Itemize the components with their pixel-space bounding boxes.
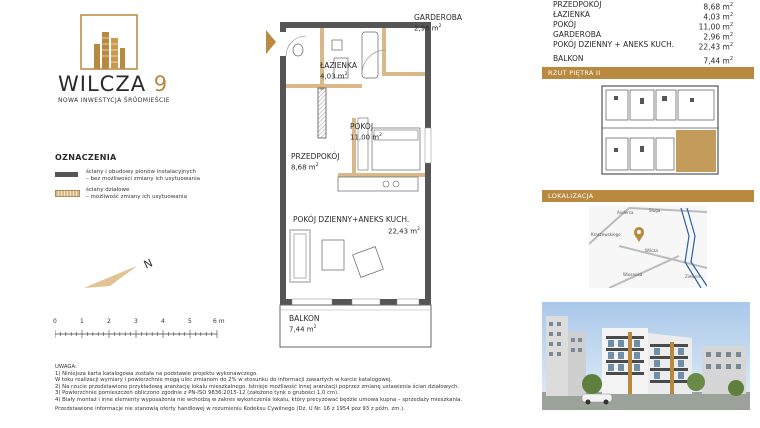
room-dzienny-area-value: 22,43 m xyxy=(388,227,418,236)
legend-item-walls-line1: ściany i obudowy pionów instalacyjnych xyxy=(86,169,197,175)
scale-tick-6: 6 m xyxy=(213,318,225,325)
area-row-value-number: 22,43 m xyxy=(698,42,730,52)
brand-title xyxy=(58,72,168,96)
map-street-label: Wilcza xyxy=(645,248,658,253)
map-street-label: Andersa xyxy=(617,210,634,215)
room-dzienny-name: POKÓJ DZIENNY+ANEKS KUCH. xyxy=(293,215,410,224)
area-row-label: POKÓJ DZIENNY + ANEKS KUCH. xyxy=(553,40,675,49)
area-row xyxy=(553,10,733,20)
map-street-label: Zielona xyxy=(685,274,700,279)
map-street-label: Sługa xyxy=(649,208,661,213)
area-row-value-unit: 2 xyxy=(729,2,733,8)
scale-tick-3: 3 xyxy=(134,318,138,325)
area-row-value xyxy=(699,20,733,30)
area-row-value xyxy=(703,54,733,64)
note-line: UWAGA: xyxy=(55,364,77,370)
room-przedpokoj-name: PRZEDPOKÓJ xyxy=(291,152,340,161)
legend-item-partitions-line2: – możliwość zmiany ich usytuowania xyxy=(86,194,187,200)
room-przedpokoj-area-value: 8,68 m xyxy=(291,163,316,172)
svg-text:N: N xyxy=(141,256,155,272)
area-row-value-number: 8,68 m xyxy=(703,2,730,12)
area-row xyxy=(553,20,733,30)
room-garderoba-area xyxy=(414,24,442,32)
room-lazienka-area-value: 4,03 m xyxy=(320,72,345,81)
room-dzienny-area-unit: 2 xyxy=(417,227,420,232)
area-row-label: ŁAZIENKA xyxy=(553,10,590,19)
legend-item-walls-line2: – bez możliwości zmiany ich usytuowania xyxy=(86,176,200,182)
room-dzienny-area xyxy=(388,227,420,235)
legend-title: OZNACZENIA xyxy=(55,153,117,162)
floor-key-plan-drawing xyxy=(600,84,720,176)
brand-number: 9 xyxy=(153,72,169,96)
legend-item-walls xyxy=(86,169,226,183)
note-line: 2) Na rzucie przedstawiono przykładową aranżację lokalu mieszkalnego. Istnieje możliwość innej aranżacji poprzez zmianę ustawienia ścian działowych. xyxy=(55,383,460,390)
room-pokoj-area xyxy=(350,133,382,141)
area-row-value xyxy=(703,0,733,10)
area-row-value xyxy=(703,30,733,40)
room-przedpokoj-area xyxy=(291,163,319,171)
floor-plan-drawing xyxy=(262,18,452,348)
location-map xyxy=(589,206,707,288)
room-lazienka-name: ŁAZIENKA xyxy=(320,61,357,70)
room-pokoj-area-value: 11,00 m xyxy=(350,133,380,142)
scale-tick-0: 0 xyxy=(53,318,57,325)
area-row-value-unit: 2 xyxy=(729,56,733,62)
section-floor-plan: RZUT PIĘTRA II xyxy=(542,67,754,79)
area-row-value-number: 7,44 m xyxy=(703,56,730,66)
room-balkon-name: BALKON xyxy=(289,314,320,323)
area-row-balcony xyxy=(553,54,733,64)
legend-wall-swatch xyxy=(55,172,78,177)
area-row-label: POKÓJ xyxy=(553,20,577,29)
room-przedpokoj-area-unit: 2 xyxy=(315,163,319,168)
room-balkon-area-value: 7,44 m xyxy=(289,325,314,334)
scale-tick-4: 4 xyxy=(161,318,165,325)
area-row-value-unit: 2 xyxy=(729,22,733,28)
room-lazienka-area-unit: 2 xyxy=(344,72,348,77)
area-row-value-number: 11,00 m xyxy=(698,22,730,32)
legend-item-partitions-line1: ściany działowe xyxy=(86,187,130,193)
map-street-label: Kraszewskiego xyxy=(591,232,621,237)
room-garderoba-area-value: 2,96 m xyxy=(414,24,439,33)
area-row-value-number: 4,03 m xyxy=(703,12,730,22)
room-garderoba-name: GARDEROBA xyxy=(414,13,463,22)
scale-bar-graphic xyxy=(55,328,225,340)
area-row-value xyxy=(703,10,733,20)
compass xyxy=(82,248,162,293)
floor-plan xyxy=(262,18,452,348)
area-row xyxy=(553,30,733,40)
note-line: 4) Biały montaż i inne elementy wyposażenia nie wchodzą w zakres wykończenia lokalu, który precyzować będzie umowa kupna – sprzedaży mieszkania. xyxy=(55,396,463,403)
floor-key-plan xyxy=(600,84,720,176)
brand-name: WILCZA xyxy=(58,72,147,96)
room-balkon-area-unit: 2 xyxy=(313,325,317,330)
room-pokoj-area-unit: 2 xyxy=(379,133,382,138)
area-row xyxy=(553,0,733,10)
legend-item-partitions xyxy=(86,187,226,201)
area-row-value-unit: 2 xyxy=(729,32,733,38)
note-line: 1) Niniejsza karta katalogowa została na podstawie projektu wykonawczego. xyxy=(55,370,258,377)
area-row-value xyxy=(699,40,733,50)
logo xyxy=(80,14,138,70)
scale-tick-2: 2 xyxy=(107,318,111,325)
location-map-drawing xyxy=(589,206,707,288)
area-row-label: GARDEROBA xyxy=(553,30,602,39)
note-line: Przedstawione informacje nie stanowią oferty handlowej w rozumieniu Kodeksu Cywilnego (Dz. U Nr. 16 z 1954 poz 93 z późn. zm.). xyxy=(55,405,405,412)
note-line: W toku realizacji wymiary i powierzchnie mogą ulec zmianom do 2% w stosunku do informacji zawartych w karcie katalogowej. xyxy=(55,377,393,384)
note-line: 3) Powierzchnie pomieszczeń obliczono zgodnie z PN-ISO 9836:2015-12 (założono tynk o grubości 1,0 cm). xyxy=(55,390,339,397)
building-render-image xyxy=(542,302,750,410)
room-garderoba-area-unit: 2 xyxy=(438,24,442,29)
area-row xyxy=(553,40,733,50)
area-row-label: BALKON xyxy=(553,54,584,63)
notes xyxy=(55,364,535,412)
area-row-value-unit: 2 xyxy=(729,42,733,48)
brand-tagline: NOWA INWESTYCJA ŚRÓDMIEŚCIE xyxy=(58,97,170,104)
building-logo-icon xyxy=(80,14,138,70)
area-row-value-number: 2,96 m xyxy=(703,32,730,42)
scale-tick-5: 5 xyxy=(188,318,192,325)
area-row-value-unit: 2 xyxy=(729,12,733,18)
scale-tick-1: 1 xyxy=(80,318,84,325)
area-table xyxy=(553,0,733,64)
room-pokoj-name: POKÓJ xyxy=(350,122,374,131)
north-arrow-icon xyxy=(82,248,162,293)
room-balkon-area xyxy=(289,325,317,333)
area-row-label: PRZEDPOKÓJ xyxy=(553,0,602,9)
legend-partition-swatch xyxy=(55,190,80,197)
scale-bar xyxy=(55,325,225,337)
map-street-label: Wiosenka xyxy=(623,272,643,277)
room-lazienka-area xyxy=(320,72,348,80)
section-location: LOKALIZACJA xyxy=(542,190,754,202)
building-render xyxy=(542,302,750,410)
